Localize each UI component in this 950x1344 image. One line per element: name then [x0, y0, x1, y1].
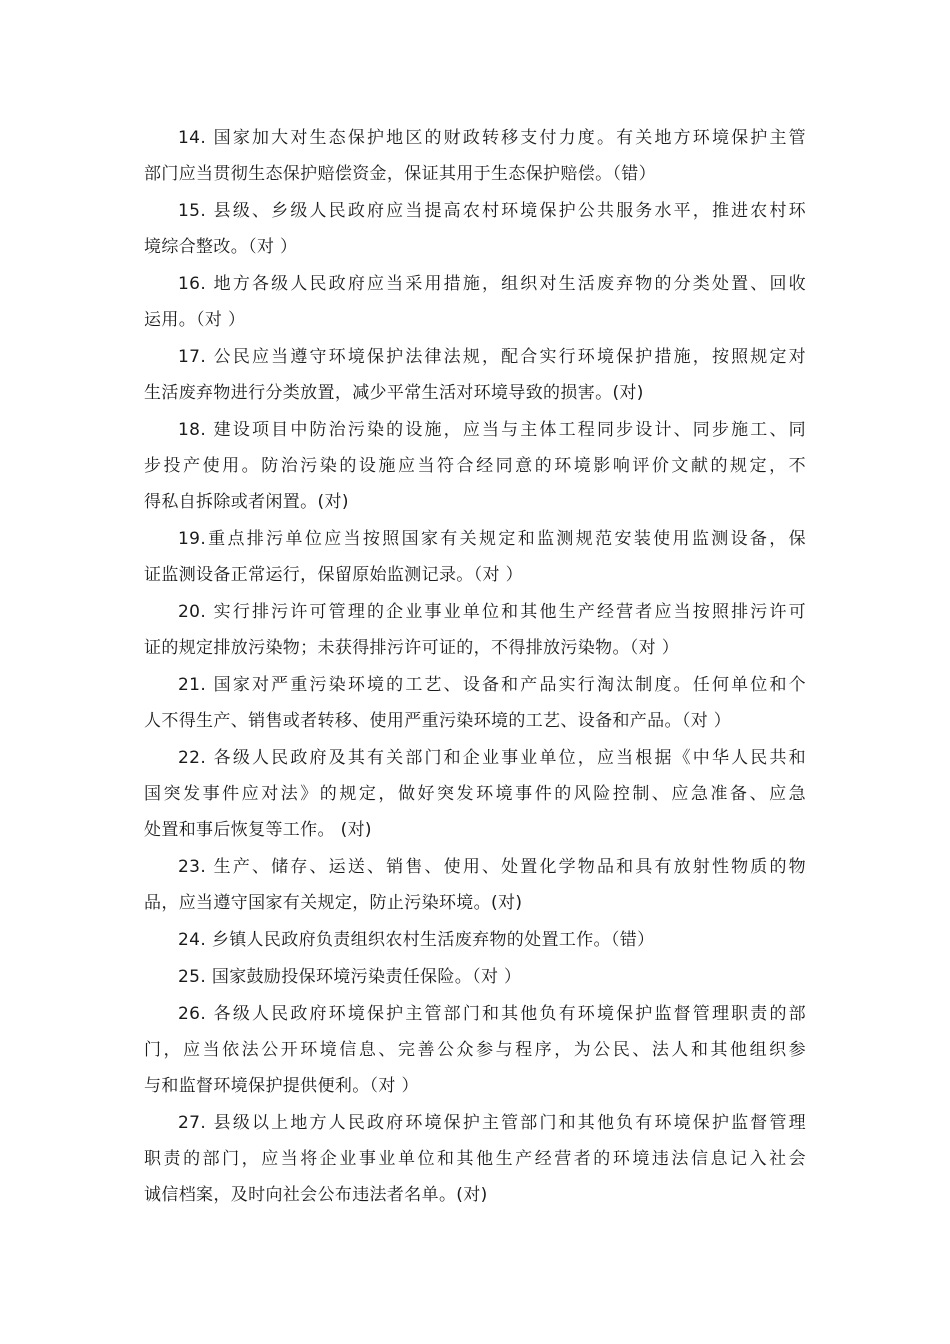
- item-text-line: 证监测设备正常运行，保留原始监测记录。（对 ）: [144, 565, 523, 585]
- item-text-line: 国突发事件应对法》的规定，做好突发环境事件的风险控制、应急准备、应急: [144, 784, 806, 804]
- list-item-14: [144, 120, 806, 192]
- item-text-line: 16. 地方各级人民政府应当采用措施，组织对生活废弃物的分类处置、回收: [178, 274, 806, 294]
- item-text-line: 18. 建设项目中防治污染的设施，应当与主体工程同步设计、同步施工、同: [178, 420, 806, 440]
- item-text-line: 19.重点排污单位应当按照国家有关规定和监测规范安装使用监测设备，保: [178, 529, 806, 549]
- item-text-line: 22. 各级人民政府及其有关部门和企业事业单位，应当根据《中华人民共和: [178, 748, 806, 768]
- item-text-line: 运用。（对 ）: [144, 310, 246, 330]
- item-text-line: 部门应当贯彻生态保护赔偿资金，保证其用于生态保护赔偿。（错）: [144, 164, 656, 184]
- list-item-25: [144, 959, 806, 995]
- item-text-line: 诚信档案，及时向社会公布违法者名单。(对): [144, 1185, 488, 1205]
- item-text-line: 职责的部门，应当将企业事业单位和其他生产经营者的环境违法信息记入社会: [144, 1149, 806, 1169]
- item-text-line: 27. 县级以上地方人民政府环境保护主管部门和其他负有环境保护监督管理: [178, 1113, 806, 1133]
- item-text-line: 品，应当遵守国家有关规定，防止污染环境。(对): [144, 893, 523, 913]
- item-text-line: 得私自拆除或者闲置。(对): [144, 492, 349, 512]
- list-item-18: [144, 412, 806, 520]
- item-text-line: 17. 公民应当遵守环境保护法律法规，配合实行环境保护措施，按照规定对: [178, 347, 806, 367]
- list-item-27: [144, 1105, 806, 1213]
- item-text-line: 生活废弃物进行分类放置，减少平常生活对环境导致的损害。(对): [144, 383, 644, 403]
- list-item-19: [144, 521, 806, 593]
- item-text-line: 门，应当依法公开环境信息、完善公众参与程序，为公民、法人和其他组织参: [144, 1040, 806, 1060]
- item-text-line: 21. 国家对严重污染环境的工艺、设备和产品实行淘汰制度。任何单位和个: [178, 675, 806, 695]
- item-text-line: 25. 国家鼓励投保环境污染责任保险。（对 ）: [178, 967, 522, 987]
- item-text-line: 境综合整改。（对 ）: [144, 237, 298, 257]
- list-item-23: [144, 849, 806, 921]
- list-item-20: [144, 594, 806, 666]
- item-text-line: 人不得生产、销售或者转移、使用严重污染环境的工艺、设备和产品。（对 ）: [144, 711, 732, 731]
- list-item-15: [144, 193, 806, 265]
- item-text-line: 处置和事后恢复等工作。 (对): [144, 820, 372, 840]
- item-text-line: 14. 国家加大对生态保护地区的财政转移支付力度。有关地方环境保护主管: [178, 128, 806, 148]
- list-item-21: [144, 667, 806, 739]
- document-body: [144, 120, 806, 1214]
- item-text-line: 20. 实行排污许可管理的企业事业单位和其他生产经营者应当按照排污许可: [178, 602, 806, 622]
- item-text-line: 步投产使用。防治污染的设施应当符合经同意的环境影响评价文献的规定，不: [144, 456, 806, 476]
- item-text-line: 证的规定排放污染物；未获得排污许可证的，不得排放污染物。（对 ）: [144, 638, 680, 658]
- list-item-24: [144, 922, 806, 958]
- item-text-line: 与和监督环境保护提供便利。（对 ）: [144, 1076, 419, 1096]
- list-item-26: [144, 996, 806, 1104]
- item-text-line: 23. 生产、储存、运送、销售、使用、处置化学物品和具有放射性物质的物: [178, 857, 806, 877]
- item-text-line: 15. 县级、乡级人民政府应当提高农村环境保护公共服务水平，推进农村环: [178, 201, 806, 221]
- item-text-line: 26. 各级人民政府环境保护主管部门和其他负有环境保护监督管理职责的部: [178, 1004, 806, 1024]
- list-item-22: [144, 740, 806, 848]
- list-item-17: [144, 339, 806, 411]
- item-text-line: 24. 乡镇人民政府负责组织农村生活废弃物的处置工作。（错）: [178, 930, 655, 950]
- list-item-16: [144, 266, 806, 338]
